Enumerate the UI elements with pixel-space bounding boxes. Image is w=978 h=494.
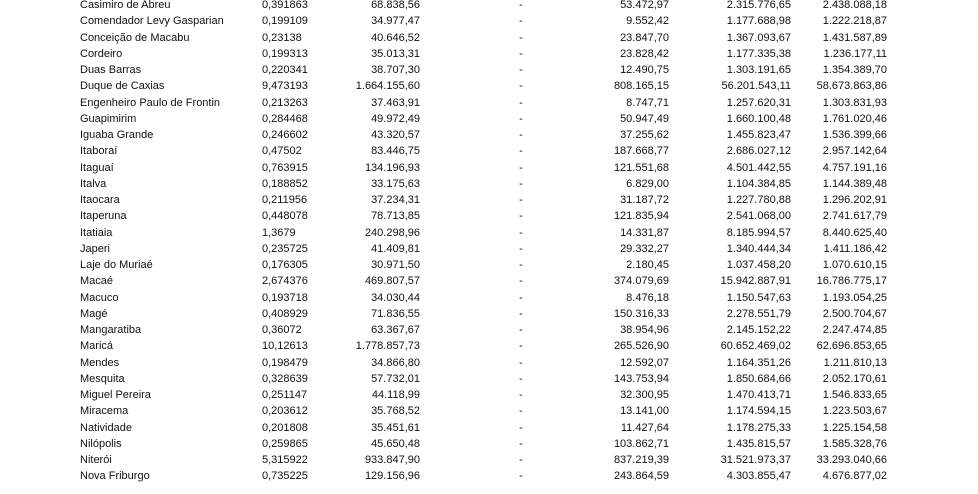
value-column-4: 1.455.823,47 xyxy=(726,129,791,141)
value-column-4: 2.315.776,65 xyxy=(726,0,791,11)
municipality-name: Iguaba Grande xyxy=(80,129,154,141)
index-value: 0,735225 xyxy=(262,470,308,483)
total-value: 2.247.474,85 xyxy=(822,324,887,336)
value-column-2: - xyxy=(519,161,523,174)
index-value: 2,674376 xyxy=(262,275,308,288)
total-value: 1.070.610,15 xyxy=(822,259,887,271)
value-column-2: - xyxy=(519,454,523,466)
value-column-3: 121.835,94 xyxy=(613,210,669,223)
municipality-name: Itatiaia xyxy=(80,226,113,239)
index-value: 0,203612 xyxy=(262,405,308,418)
index-value: 0,251147 xyxy=(262,389,308,401)
index-value: 0,23138 xyxy=(262,31,302,44)
value-column-1: 34.977,47 xyxy=(371,15,420,28)
value-column-3: 8.476,18 xyxy=(626,291,669,304)
value-column-3: 121.551,68 xyxy=(613,161,669,174)
value-column-2: - xyxy=(519,226,523,239)
index-value: 0,198479 xyxy=(262,356,308,369)
index-value: 0,284468 xyxy=(262,112,308,125)
index-value: 5,315922 xyxy=(262,454,308,466)
value-column-1: 63.367,67 xyxy=(371,324,420,336)
municipality-name: Mangaratiba xyxy=(80,324,142,336)
table-row xyxy=(0,290,978,306)
index-value: 0,47502 xyxy=(262,145,302,158)
index-value: 0,235725 xyxy=(262,242,308,255)
total-value: 1.546.833,65 xyxy=(822,389,887,401)
value-column-1: 34.866,80 xyxy=(371,356,420,369)
total-value: 2.052.170,61 xyxy=(822,372,887,385)
value-column-4: 60.652.469,02 xyxy=(720,340,791,353)
value-column-4: 1.303.191,65 xyxy=(726,64,791,76)
table-row xyxy=(0,436,978,452)
value-column-3: 37.255,62 xyxy=(620,129,669,141)
total-value: 1.223.503,67 xyxy=(822,405,887,418)
municipality-name: Duas Barras xyxy=(80,64,142,76)
table-row xyxy=(0,62,978,78)
index-value: 0,391863 xyxy=(262,0,308,11)
value-column-2: - xyxy=(519,372,523,385)
total-value: 1.296.202,91 xyxy=(822,194,887,206)
municipality-name: Cordeiro xyxy=(80,47,123,60)
value-column-1: 129.156,96 xyxy=(364,470,420,483)
table-row xyxy=(0,160,978,176)
total-value: 1.193.054,25 xyxy=(822,291,887,304)
table-row xyxy=(0,111,978,127)
total-value: 4.676.877,02 xyxy=(822,470,887,483)
index-value: 10,12613 xyxy=(262,340,308,353)
value-column-2: - xyxy=(519,96,523,109)
value-column-3: 14.331,87 xyxy=(620,226,669,239)
municipality-name: Duque de Caxias xyxy=(80,80,165,93)
value-column-1: 933.847,90 xyxy=(364,454,420,466)
value-column-1: 134.196,93 xyxy=(364,161,420,174)
value-column-3: 23.847,70 xyxy=(620,31,669,44)
total-value: 33.293.040,66 xyxy=(816,454,887,466)
value-column-4: 1.174.594,15 xyxy=(726,405,791,418)
value-column-2: - xyxy=(519,437,523,450)
municipality-name: Niterói xyxy=(80,454,112,466)
municipality-name: Itaguaí xyxy=(80,161,114,174)
table-row xyxy=(0,225,978,241)
index-value: 0,213263 xyxy=(262,96,308,109)
index-value: 0,199109 xyxy=(262,15,308,28)
table-row xyxy=(0,452,978,468)
value-column-2: - xyxy=(519,15,523,28)
municipality-name: Mendes xyxy=(80,356,120,369)
total-value: 58.673.863,86 xyxy=(816,80,887,93)
value-column-2: - xyxy=(519,405,523,418)
value-column-3: 150.316,33 xyxy=(613,307,669,320)
index-value: 0,259865 xyxy=(262,437,308,450)
municipality-name: Conceição de Macabu xyxy=(80,31,190,44)
table-row xyxy=(0,322,978,338)
index-value: 0,36072 xyxy=(262,324,302,336)
value-column-2: - xyxy=(519,421,523,434)
table-row xyxy=(0,241,978,257)
value-column-1: 30.971,50 xyxy=(371,259,420,271)
value-column-1: 1.778.857,73 xyxy=(355,340,420,353)
value-column-2: - xyxy=(519,145,523,158)
value-column-4: 15.942.887,91 xyxy=(720,275,791,288)
value-column-1: 40.646,52 xyxy=(371,31,420,44)
value-column-3: 50.947,49 xyxy=(620,112,669,125)
value-column-3: 103.862,71 xyxy=(613,437,669,450)
table-row xyxy=(0,192,978,208)
value-column-1: 41.409,81 xyxy=(371,242,420,255)
municipality-name: Laje do Muriaé xyxy=(80,259,153,271)
value-column-4: 1.470.413,71 xyxy=(726,389,791,401)
value-column-2: - xyxy=(519,242,523,255)
index-value: 0,211956 xyxy=(262,194,308,206)
value-column-1: 83.446,75 xyxy=(371,145,420,158)
table-row xyxy=(0,208,978,224)
value-column-4: 4.501.442,55 xyxy=(726,161,791,174)
value-column-3: 6.829,00 xyxy=(626,177,669,190)
value-column-2: - xyxy=(519,194,523,206)
table-row xyxy=(0,371,978,387)
total-value: 2.438.088,18 xyxy=(822,0,887,11)
value-column-1: 35.451,61 xyxy=(371,421,420,434)
table-row xyxy=(0,306,978,322)
value-column-4: 1.850.684,66 xyxy=(726,372,791,385)
total-value: 62.696.853,65 xyxy=(816,340,887,353)
value-column-3: 243.864,59 xyxy=(613,470,669,483)
value-column-3: 38.954,96 xyxy=(620,324,669,336)
index-value: 0,199313 xyxy=(262,47,308,60)
value-column-4: 1.435.815,57 xyxy=(726,437,791,450)
value-column-4: 1.177.335,38 xyxy=(726,47,791,60)
total-value: 1.144.389,48 xyxy=(822,177,887,190)
value-column-3: 13.141,00 xyxy=(620,405,669,418)
value-column-1: 45.650,48 xyxy=(371,437,420,450)
value-column-2: - xyxy=(519,275,523,288)
value-column-1: 34.030,44 xyxy=(371,291,420,304)
value-column-3: 23.828,42 xyxy=(620,47,669,60)
value-column-1: 38.707,30 xyxy=(371,64,420,76)
value-column-1: 1.664.155,60 xyxy=(355,80,420,93)
value-column-2: - xyxy=(519,324,523,336)
municipality-name: Itaboraí xyxy=(80,145,118,158)
value-column-1: 44.118,99 xyxy=(371,389,420,401)
municipality-name: Guapimirim xyxy=(80,112,137,125)
table-row xyxy=(0,78,978,94)
total-value: 2.741.617,79 xyxy=(822,210,887,223)
table-row xyxy=(0,176,978,192)
municipality-name: Magé xyxy=(80,307,108,320)
value-column-2: - xyxy=(519,80,523,93)
total-value: 1.211.810,13 xyxy=(823,356,887,369)
value-column-3: 8.747,71 xyxy=(626,96,669,109)
municipality-name: Japeri xyxy=(80,242,110,255)
value-column-1: 57.732,01 xyxy=(371,372,420,385)
index-value: 0,246602 xyxy=(262,129,308,141)
total-value: 1.303.831,93 xyxy=(822,96,887,109)
value-column-3: 143.753,94 xyxy=(613,372,669,385)
value-column-3: 29.332,27 xyxy=(620,242,669,255)
municipality-name: Italva xyxy=(80,177,107,190)
total-value: 1.236.177,11 xyxy=(823,47,887,60)
value-column-4: 2.686.027,12 xyxy=(726,145,791,158)
value-column-4: 1.177.688,98 xyxy=(726,15,791,28)
table-row xyxy=(0,257,978,273)
value-column-2: - xyxy=(519,291,523,304)
table-row xyxy=(0,143,978,159)
value-column-1: 469.807,57 xyxy=(364,275,420,288)
municipality-name: Maricá xyxy=(80,340,114,353)
value-column-4: 1.257.620,31 xyxy=(726,96,791,109)
index-value: 1,3679 xyxy=(262,226,296,239)
value-column-3: 187.668,77 xyxy=(613,145,669,158)
value-column-4: 1.660.100,48 xyxy=(726,112,791,125)
municipality-name: Macaé xyxy=(80,275,114,288)
municipality-name: Itaperuna xyxy=(80,210,127,223)
total-value: 2.500.704,67 xyxy=(822,307,887,320)
value-column-4: 1.367.093,67 xyxy=(726,31,791,44)
value-column-3: 374.079,69 xyxy=(613,275,669,288)
value-column-1: 68.838,56 xyxy=(371,0,420,11)
value-column-4: 2.541.068,00 xyxy=(726,210,791,223)
value-column-3: 31.187,72 xyxy=(620,194,669,206)
municipality-name: Casimiro de Abreu xyxy=(80,0,171,11)
municipality-name: Miracema xyxy=(80,405,129,418)
value-column-2: - xyxy=(519,0,523,11)
municipality-name: Engenheiro Paulo de Frontin xyxy=(80,96,221,109)
table-row xyxy=(0,46,978,62)
value-column-1: 240.298,96 xyxy=(364,226,420,239)
index-value: 0,176305 xyxy=(262,259,308,271)
value-column-4: 8.185.994,57 xyxy=(726,226,791,239)
index-value: 0,448078 xyxy=(262,210,308,223)
value-column-2: - xyxy=(519,112,523,125)
total-value: 2.957.142,64 xyxy=(822,145,887,158)
municipality-name: Nilópolis xyxy=(80,437,122,450)
value-column-4: 4.303.855,47 xyxy=(726,470,791,483)
table-row xyxy=(0,127,978,143)
municipality-name: Macuco xyxy=(80,291,119,304)
value-column-1: 37.463,91 xyxy=(371,96,420,109)
value-column-2: - xyxy=(519,470,523,483)
value-column-1: 71.836,55 xyxy=(371,307,420,320)
value-column-1: 37.234,31 xyxy=(371,194,420,206)
value-column-3: 808.165,15 xyxy=(613,80,669,93)
total-value: 1.585.328,76 xyxy=(822,437,887,450)
value-column-2: - xyxy=(519,389,523,401)
table-row xyxy=(0,13,978,29)
table-row xyxy=(0,403,978,419)
table-row xyxy=(0,387,978,403)
total-value: 8.440.625,40 xyxy=(822,226,887,239)
municipality-name: Miguel Pereira xyxy=(80,389,151,401)
table-row xyxy=(0,468,978,484)
total-value: 1.431.587,89 xyxy=(822,31,887,44)
value-column-3: 265.526,90 xyxy=(613,340,669,353)
value-column-1: 43.320,57 xyxy=(371,129,420,141)
total-value: 16.786.775,17 xyxy=(816,275,887,288)
value-column-4: 1.227.780,88 xyxy=(726,194,791,206)
value-column-1: 49.972,49 xyxy=(371,112,420,125)
table-row xyxy=(0,420,978,436)
index-value: 0,193718 xyxy=(262,291,308,304)
total-value: 4.757.191,16 xyxy=(822,161,887,174)
value-column-3: 53.472,97 xyxy=(620,0,669,11)
value-column-3: 837.219,39 xyxy=(613,454,669,466)
total-value: 1.225.154,58 xyxy=(822,421,887,434)
municipality-name: Comendador Levy Gasparian xyxy=(80,15,224,28)
value-column-4: 2.145.152,22 xyxy=(726,324,791,336)
value-column-4: 56.201.543,11 xyxy=(721,80,791,93)
value-column-4: 1.178.275,33 xyxy=(726,421,791,434)
index-value: 0,188852 xyxy=(262,177,308,190)
municipality-name: Itaocara xyxy=(80,194,120,206)
value-column-4: 1.340.444,34 xyxy=(726,242,791,255)
value-column-2: - xyxy=(519,129,523,141)
total-value: 1.354.389,70 xyxy=(822,64,887,76)
table-row xyxy=(0,338,978,354)
value-column-4: 1.104.384,85 xyxy=(726,177,791,190)
value-column-2: - xyxy=(519,340,523,353)
value-column-3: 11.427,64 xyxy=(620,421,669,434)
index-value: 0,328639 xyxy=(262,372,308,385)
index-value: 0,408929 xyxy=(262,307,308,320)
value-column-4: 1.164.351,26 xyxy=(726,356,791,369)
value-column-3: 12.592,07 xyxy=(620,356,669,369)
table-row xyxy=(0,273,978,289)
value-column-3: 2.180,45 xyxy=(626,259,669,271)
value-column-4: 31.521.973,37 xyxy=(720,454,791,466)
value-column-4: 1.037.458,20 xyxy=(726,259,791,271)
value-column-4: 2.278.551,79 xyxy=(726,307,791,320)
municipality-name: Mesquita xyxy=(80,372,125,385)
total-value: 1.222.218,87 xyxy=(822,15,887,28)
value-column-3: 32.300,95 xyxy=(620,389,669,401)
value-column-1: 35.768,52 xyxy=(371,405,420,418)
municipality-name: Nova Friburgo xyxy=(80,470,150,483)
value-column-2: - xyxy=(519,356,523,369)
value-column-2: - xyxy=(519,31,523,44)
value-column-3: 9.552,42 xyxy=(626,15,669,28)
value-column-2: - xyxy=(519,307,523,320)
index-value: 0,220341 xyxy=(262,64,308,76)
index-value: 0,201808 xyxy=(262,421,308,434)
value-column-2: - xyxy=(519,64,523,76)
table-row xyxy=(0,355,978,371)
municipality-name: Natividade xyxy=(80,421,132,434)
table-row xyxy=(0,95,978,111)
total-value: 1.536.399,66 xyxy=(822,129,887,141)
value-column-1: 35.013,31 xyxy=(371,47,420,60)
table-row xyxy=(0,30,978,46)
value-column-4: 1.150.547,63 xyxy=(726,291,791,304)
total-value: 1.411.186,42 xyxy=(823,242,887,255)
total-value: 1.761.020,46 xyxy=(822,112,887,125)
table-row xyxy=(0,0,978,13)
value-column-1: 33.175,63 xyxy=(371,177,420,190)
value-column-2: - xyxy=(519,210,523,223)
value-column-1: 78.713,85 xyxy=(371,210,420,223)
value-column-2: - xyxy=(519,47,523,60)
value-column-2: - xyxy=(519,259,523,271)
value-column-3: 12.490,75 xyxy=(620,64,669,76)
index-value: 0,763915 xyxy=(262,161,308,174)
value-column-2: - xyxy=(519,177,523,190)
index-value: 9,473193 xyxy=(262,80,308,93)
